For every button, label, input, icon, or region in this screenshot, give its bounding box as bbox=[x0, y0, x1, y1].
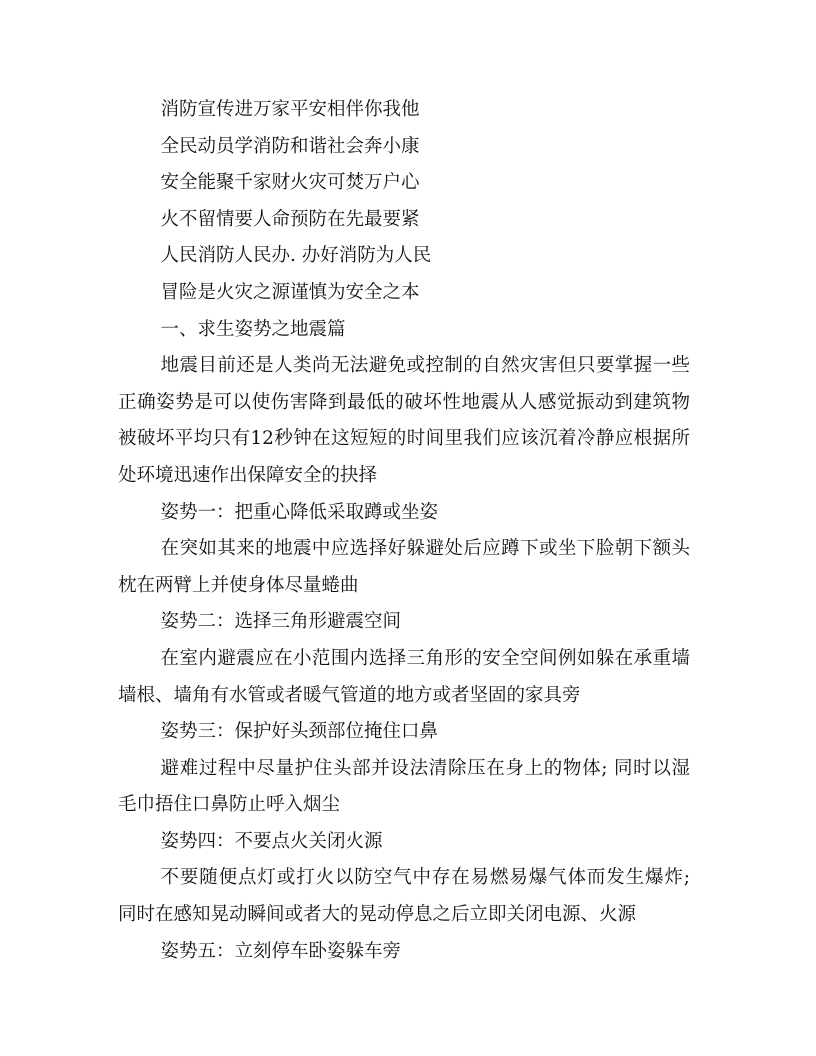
posture-heading: 姿势三：保护好头颈部位掩住口鼻 bbox=[160, 721, 439, 743]
slogan-paragraph: 消防宣传进万家平安相伴你我他 bbox=[160, 99, 420, 120]
posture-heading: 姿势二：选择三角形避震空间 bbox=[160, 611, 402, 633]
slogan-paragraph: 火不留情要人命预防在先最要紧 bbox=[160, 208, 420, 230]
posture-heading: 姿势一：把重心降低采取蹲或坐姿 bbox=[160, 501, 439, 523]
slogan-paragraph: 全民动员学消防和谐社会奔小康 bbox=[160, 135, 420, 157]
slogan-paragraph: 冒险是火灾之源谨慎为安全之本 bbox=[160, 281, 420, 303]
slogan-paragraph: 人民消防人民办. 办好消防为人民 bbox=[160, 245, 432, 267]
body-paragraph: 不要随便点灯或打火以防空气中存在易燃易爆气体而发生爆炸; 同时在感知晃动瞬间或者大的晃动停息之后立即关闭电源、火源 bbox=[118, 867, 690, 926]
slogan-paragraph: 安全能聚千家财火灾可焚万户心 bbox=[160, 172, 420, 194]
body-paragraph: 在突如其来的地震中应选择好躲避处后应蹲下或坐下脸朝下额头枕在两臂上并使身体尽量蜷曲 bbox=[118, 538, 690, 596]
posture-heading: 姿势四：不要点火关闭火源 bbox=[160, 830, 383, 852]
body-paragraph: 在室内避震应在小范围内选择三角形的安全空间例如躲在承重墙墙根、墙角有水管或者暖气管道的地方或者坚固的家具旁 bbox=[118, 647, 690, 706]
body-paragraph: 避难过程中尽量护住头部并设法清除压在身上的物体; 同时以湿毛巾捂住口鼻防止呼入烟尘 bbox=[118, 757, 690, 816]
posture-heading: 姿势五：立刻停车卧姿躲车旁 bbox=[160, 940, 402, 962]
body-paragraph: 地震目前还是人类尚无法避免或控制的自然灾害但只要掌握一些正确姿势是可以使伤害降到最低的破坏性地震从人感觉振动到建筑物被破坏平均只有12秒钟在这短短的时间里我们应该沉着冷静应根据所处环境迅速作出保障安全的抉择 bbox=[118, 355, 690, 486]
document-body bbox=[118, 92, 690, 970]
section-heading: 一、求生姿势之地震篇 bbox=[160, 318, 346, 340]
